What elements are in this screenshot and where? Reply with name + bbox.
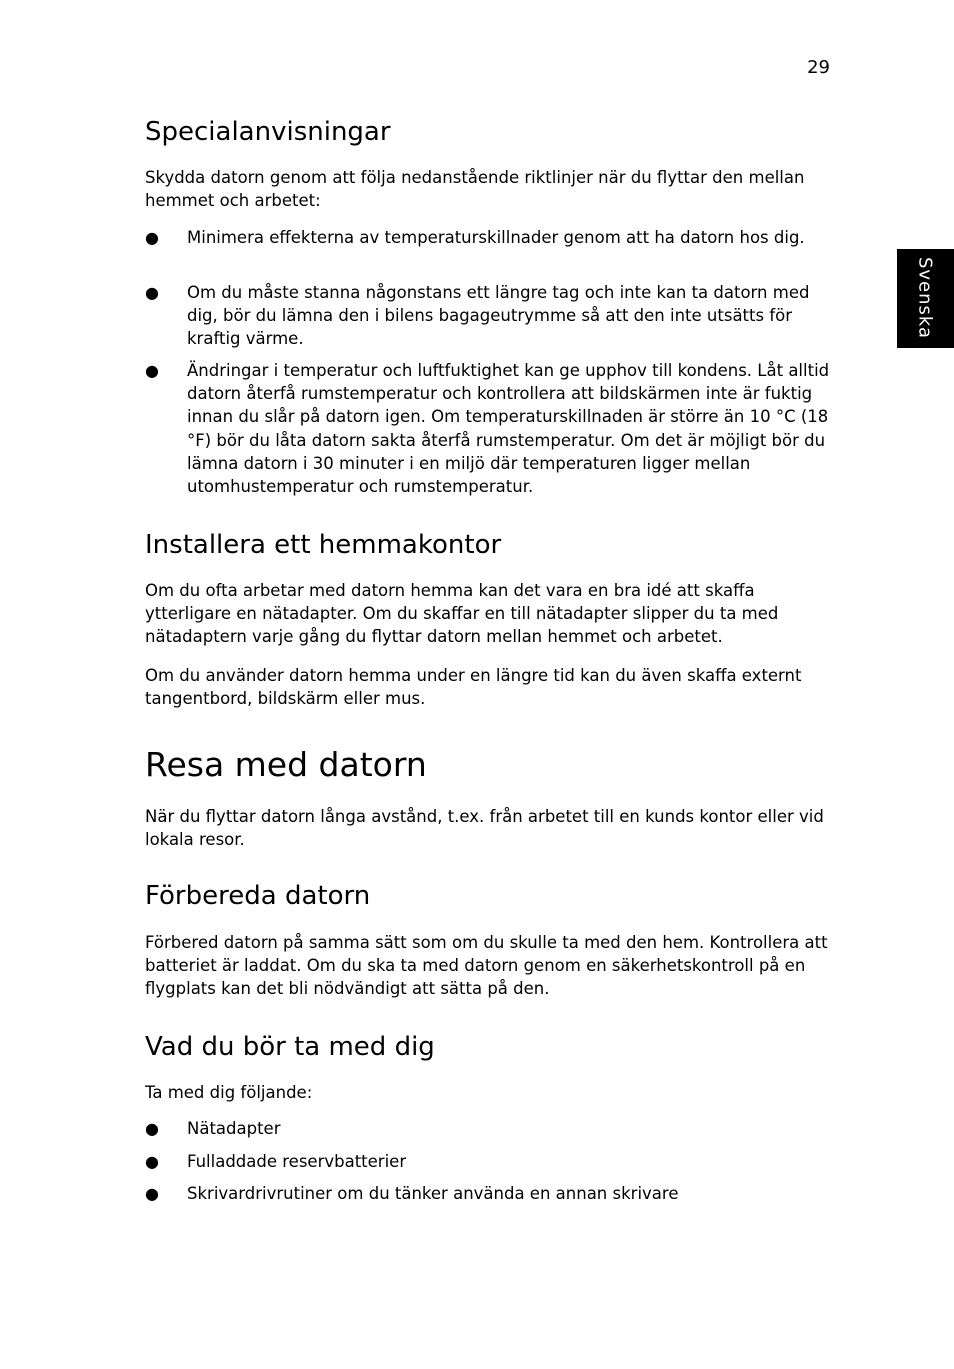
list-item-text: Skrivardrivrutiner om du tänker använda en annan skrivare [187,1184,679,1203]
page-number: 29 [807,57,830,78]
prepare-para: Förbered datorn på samma sätt som om du skulle ta med den hem. Kontrollera att batteriet är laddat. Om du ska ta med datorn genom en säkerhetskontroll på en flygplats kan det bli nödvändigt att sätta på den. [145,933,828,999]
list-item-text: Nätadapter [187,1119,281,1138]
bullet-icon: ● [145,228,159,247]
bullet-icon: ● [145,1152,159,1171]
list-item-text: Om du måste stanna någonstans ett längre tag och inte kan ta datorn med dig, bör du lämna den i bilens bagageutrymme så att den inte utsätts för kraftig värme. [187,283,810,349]
heading-travel: Resa med datorn [145,745,427,784]
bullet-icon: ● [145,283,159,302]
bullet-icon: ● [145,1119,159,1138]
heading-home-office: Installera ett hemmakontor [145,530,502,560]
list-item-text: Minimera effekterna av temperaturskillnader genom att ha datorn hos dig. [187,228,805,247]
bullet-icon: ● [145,1184,159,1203]
home-office-para-1: Om du ofta arbetar med datorn hemma kan det vara en bra idé att skaffa ytterligare en nätadapter. Om du skaffar en till nätadapter slipper du ta med nätadaptern varje gång du flyttar datorn mellan hemmet och arbetet. [145,581,779,647]
language-tab-label: Svenska [914,256,936,340]
special-intro: Skydda datorn genom att följa nedanstående riktlinjer när du flyttar den mellan hemmet och arbetet: [145,168,805,211]
heading-special: Specialanvisningar [145,117,391,147]
home-office-para-2: Om du använder datorn hemma under en längre tid kan du även skaffa externt tangentbord, bildskärm eller mus. [145,666,802,709]
heading-bring: Vad du bör ta med dig [145,1032,435,1062]
bring-intro: Ta med dig följande: [145,1083,313,1102]
travel-intro: När du flyttar datorn långa avstånd, t.ex. från arbetet till en kunds kontor eller vid lokala resor. [145,807,824,850]
heading-prepare: Förbereda datorn [145,881,371,911]
list-item-text: Ändringar i temperatur och luftfuktighet kan ge upphov till kondens. Låt alltid datorn återfå rumstemperatur och kontrollera att bildskärmen inte är fuktig innan du slår på datorn igen. Om temperaturskillnaden är större än 10 °C (18 °F) bör du låta datorn sakta återfå rumstemperatur. Om det är möjligt bör du lämna datorn i 30 minuter i en miljö där temperaturen ligger mellan utomhustemperatur och rumstemperatur. [187,361,830,497]
list-item-text: Fulladdade reservbatterier [187,1152,407,1171]
bullet-icon: ● [145,361,159,380]
language-tab [897,249,954,348]
